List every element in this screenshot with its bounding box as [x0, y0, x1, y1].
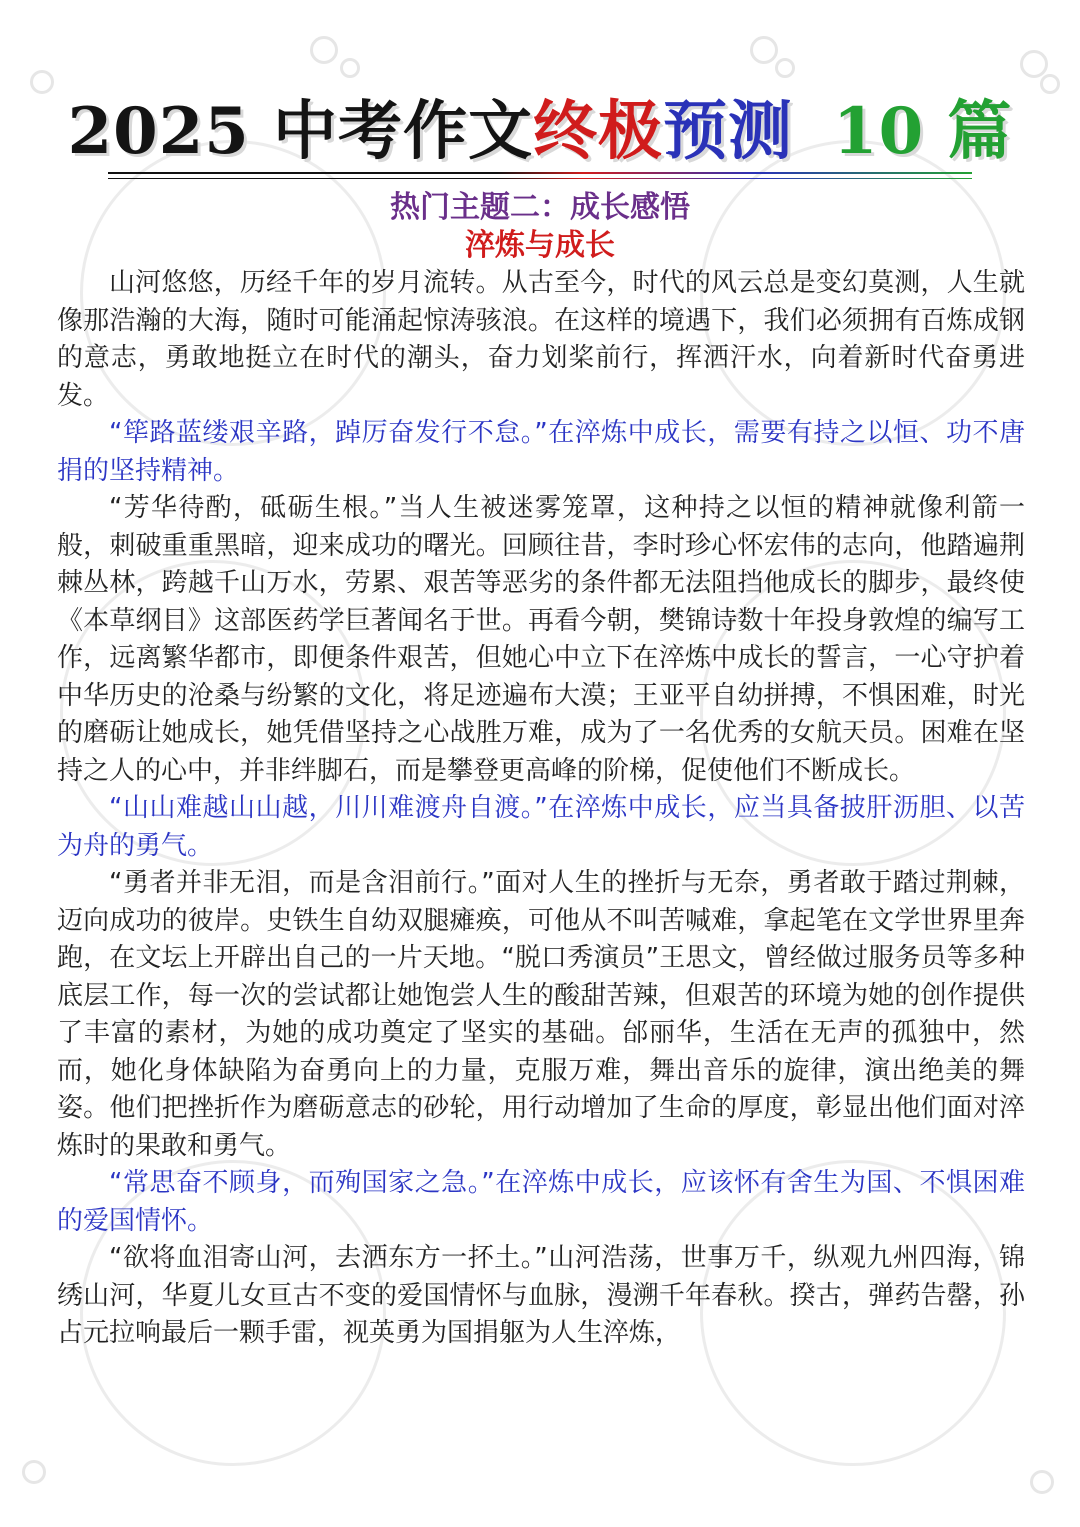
title-divider [108, 172, 972, 174]
essay-body [57, 265, 1025, 1353]
decor-bubble [22, 1460, 46, 1484]
paragraph-body-2: “勇者并非无泪，而是含泪前行。”面对人生的挫折与无奈，勇者敢于踏过荆棘，迈向成功的彼岸。史铁生自幼双腿瘫痪，可他从不叫苦喊难，拿起笔在文学世界里奔跑，在文坛上开辟出自己的一片天地。“脱口秀演员”王思文，曾经做过服务员等多种底层工作，每一次的尝试都让她饱尝人生的酸甜苦辣，但艰苦的环境为她的创作提供了丰富的素材，为她的成功奠定了坚实的基础。邰丽华，生活在无声的孤独中，然而，她化身体缺陷为奋勇向上的力量，克服万难，舞出音乐的旋律，演出绝美的舞姿。他们把挫折作为磨砺意志的砂轮，用行动增加了生命的厚度，彰显出他们面对淬炼时的果敢和勇气。 [57, 868, 1025, 1161]
title-count: 10 篇 [833, 94, 1013, 169]
paragraph-thesis-2: “山山难越山山越，川川难渡舟自渡。”在淬炼中成长，应当具备披肝沥胆、以苦为舟的勇气。 [57, 793, 1025, 861]
paragraph-thesis-3: “常思奋不顾身，而殉国家之急。”在淬炼中成长，应该怀有舍生为国、不惧困难的爱国情怀。 [57, 1168, 1025, 1236]
paragraph-body-3: “欲将血泪寄山河，去洒东方一抔土。”山河浩荡，世事万千，纵观九州四海，锦绣山河，华夏儿女亘古不变的爱国情怀与血脉，漫溯千年春秋。揆古，弹药告罄，孙占元拉响最后一颗手雷，视英勇为国捐躯为人生淬炼， [57, 1243, 1025, 1348]
decor-bubble [310, 36, 338, 64]
theme-subtitle: 热门主题二：成长感悟 [390, 190, 690, 225]
page-title [0, 92, 1080, 172]
title-highlight-blue: 预测 [663, 94, 794, 169]
decor-bubble [340, 58, 360, 78]
paragraph-body-1: “芳华待酌，砥砺生根。”当人生被迷雾笼罩，这种持之以恒的精神就像利箭一般，刺破重重黑暗，迎来成功的曙光。回顾往昔，李时珍心怀宏伟的志向，他踏遍荆棘丛林，跨越千山万水，劳累、艰苦等恶劣的条件都无法阻挡他成长的脚步，最终使《本草纲目》这部医药学巨著闻名于世。再看今朝，樊锦诗数十年投身敦煌的编写工作，远离繁华都市，即便条件艰苦，但她心中立下在淬炼中成长的誓言，一心守护着中华历史的沧桑与纷繁的文化，将足迹遍布大漠；王亚平自幼拼搏，不惧困难，时光的磨砺让她成长，她凭借坚持之心战胜万难，成为了一名优秀的女航天员。困难在坚持之人的心中，并非绊脚石，而是攀登更高峰的阶梯，促使他们不断成长。 [57, 493, 1025, 786]
decor-bubble [1030, 1470, 1054, 1494]
title-year: 2025 [67, 94, 250, 169]
decor-bubble [750, 36, 778, 64]
title-highlight-red: 终极 [533, 94, 664, 169]
essay-title: 淬炼与成长 [465, 228, 615, 263]
decor-bubble [1020, 50, 1048, 78]
title-divider-thin [108, 178, 972, 179]
paragraph-intro: 山河悠悠，历经千年的岁月流转。从古至今，时代的风云总是变幻莫测，人生就像那浩瀚的大海，随时可能涌起惊涛骇浪。在这样的境遇下，我们必须拥有百炼成钢的意志，勇敢地挺立在时代的潮头，奋力划桨前行，挥洒汗水，向着新时代奋勇进发。 [57, 268, 1025, 411]
title-main: 中考作文 [249, 94, 534, 169]
paragraph-thesis-1: “筚路蓝缕艰辛路，踔厉奋发行不怠。”在淬炼中成长，需要有持之以恒、功不唐捐的坚持精神。 [57, 418, 1025, 486]
decor-bubble [30, 70, 54, 94]
decor-bubble [775, 58, 795, 78]
decor-bubble [1040, 74, 1060, 94]
